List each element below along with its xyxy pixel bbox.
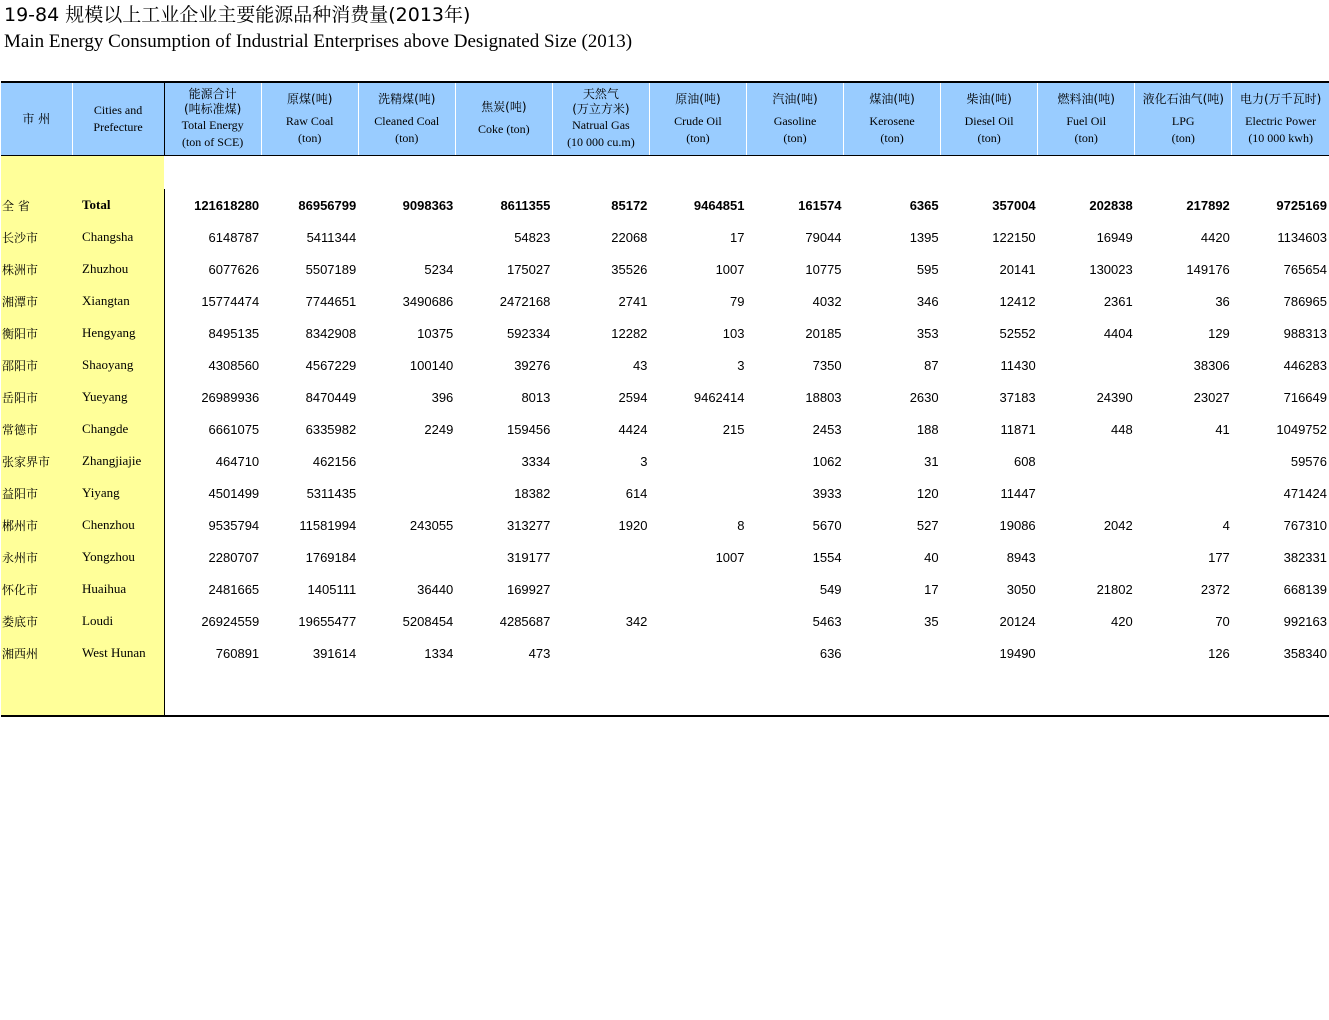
value-cell: 668139 xyxy=(1283,581,1327,597)
value-cell: 38306 xyxy=(1193,357,1230,373)
value-cell: 122150 xyxy=(992,229,1036,245)
value-cell: 767310 xyxy=(1283,517,1327,533)
value-cell: 22068 xyxy=(611,229,648,245)
value-cell xyxy=(649,573,746,605)
city-name-en: Xiangtan xyxy=(72,285,164,317)
value-cell: 2481665 xyxy=(208,581,260,597)
city-name-en: Chenzhou xyxy=(72,509,164,541)
value-cell: 8470449 xyxy=(305,389,357,405)
value-cell: 527 xyxy=(916,517,939,533)
value-cell: 177 xyxy=(1208,549,1230,565)
value-cell: 54823 xyxy=(514,229,551,245)
value-cell: 462156 xyxy=(312,453,357,469)
value-cell xyxy=(844,637,941,669)
header-col xyxy=(455,82,552,156)
value-cell: 100140 xyxy=(409,357,454,373)
header-en1: Natrual Gas xyxy=(572,118,630,132)
value-cell: 992163 xyxy=(1283,613,1327,629)
value-cell: 20141 xyxy=(999,261,1036,277)
city-name-en: Yongzhou xyxy=(72,541,164,573)
value-cell: 614 xyxy=(625,485,648,501)
city-name-cn: 郴州市 xyxy=(1,509,72,541)
value-cell xyxy=(1135,477,1232,509)
value-cell: 159456 xyxy=(506,421,551,437)
city-name-cn: 长沙市 xyxy=(1,221,72,253)
value-cell: 8611355 xyxy=(500,197,551,213)
value-cell: 3490686 xyxy=(402,293,454,309)
value-cell: 786965 xyxy=(1283,293,1327,309)
value-cell: 52552 xyxy=(999,325,1036,341)
header-col xyxy=(261,82,358,156)
value-cell: 420 xyxy=(1111,613,1133,629)
value-cell xyxy=(358,477,455,509)
value-cell: 1007 xyxy=(715,549,745,565)
value-cell: 19655477 xyxy=(298,613,357,629)
header-en2: (ton) xyxy=(977,130,1001,145)
value-cell: 319177 xyxy=(506,549,551,565)
value-cell: 10375 xyxy=(417,325,454,341)
value-cell: 760891 xyxy=(215,645,260,661)
value-cell: 5463 xyxy=(812,613,842,629)
value-cell: 2472168 xyxy=(499,293,551,309)
value-cell: 11447 xyxy=(1000,485,1036,501)
table-title-chinese: 19-84 规模以上工业企业主要能源品种消费量(2013年) xyxy=(4,4,471,26)
value-cell: 11581994 xyxy=(299,517,357,533)
value-cell xyxy=(649,605,746,637)
city-name-cn: 岳阳市 xyxy=(1,381,72,413)
table-row xyxy=(1,573,1329,605)
city-name-cn: 湘潭市 xyxy=(1,285,72,317)
header-col xyxy=(358,82,455,156)
value-cell: 7350 xyxy=(812,357,842,373)
value-cell: 2042 xyxy=(1103,517,1133,533)
value-cell: 592334 xyxy=(506,325,551,341)
city-name-en: Yueyang xyxy=(72,381,164,413)
value-cell: 3050 xyxy=(1006,581,1036,597)
city-name-cn: 益阳市 xyxy=(1,477,72,509)
value-cell: 6365 xyxy=(909,197,939,213)
header-en1: Kerosene xyxy=(869,113,915,128)
value-cell: 2372 xyxy=(1200,581,1230,597)
city-name-en: Changde xyxy=(72,413,164,445)
value-cell xyxy=(358,541,455,573)
value-cell: 4501499 xyxy=(208,485,260,501)
value-cell: 636 xyxy=(819,645,842,661)
value-cell: 23027 xyxy=(1193,389,1230,405)
city-name-en: Yiyang xyxy=(72,477,164,509)
value-cell: 31 xyxy=(924,453,939,469)
value-cell: 988313 xyxy=(1283,325,1327,341)
value-cell: 5507189 xyxy=(305,261,357,277)
value-cell: 17 xyxy=(730,229,745,245)
value-cell: 9462414 xyxy=(693,389,745,405)
header-en2: (ton) xyxy=(1074,130,1098,145)
value-cell: 86956799 xyxy=(298,197,357,213)
header-en2: (ton) xyxy=(395,130,419,145)
header-cn1: 液化石油气(吨) xyxy=(1142,91,1224,106)
header-en2: (ton) xyxy=(1171,130,1195,145)
value-cell: 2741 xyxy=(618,293,648,309)
value-cell: 10775 xyxy=(805,261,842,277)
city-name-cn: 永州市 xyxy=(1,541,72,573)
spacer-cell xyxy=(164,156,1329,190)
header-en1: Crude Oil xyxy=(674,113,722,128)
value-cell: 1007 xyxy=(715,261,745,277)
city-name-en: Loudi xyxy=(72,605,164,637)
table-row xyxy=(1,381,1329,413)
value-cell: 4424 xyxy=(618,421,648,437)
header-cn1: 能源合计 xyxy=(188,87,237,101)
city-name-en: Changsha xyxy=(72,221,164,253)
value-cell: 175027 xyxy=(506,261,551,277)
value-cell: 2630 xyxy=(909,389,939,405)
value-cell: 217892 xyxy=(1186,197,1230,213)
value-cell: 9464851 xyxy=(693,197,745,213)
value-cell: 41 xyxy=(1215,421,1230,437)
value-cell: 129 xyxy=(1208,325,1230,341)
value-cell: 2361 xyxy=(1103,293,1133,309)
value-cell: 35526 xyxy=(611,261,648,277)
value-cell: 4032 xyxy=(812,293,842,309)
value-cell xyxy=(1038,541,1135,573)
header-en1: Diesel Oil xyxy=(964,113,1014,128)
table-row xyxy=(1,285,1329,317)
header-cn1: 汽油(吨) xyxy=(772,91,818,106)
header-en1: Cleaned Coal xyxy=(374,113,440,128)
value-cell: 346 xyxy=(916,293,939,309)
value-cell xyxy=(552,573,649,605)
value-cell: 1395 xyxy=(909,229,939,245)
value-cell: 357004 xyxy=(992,197,1036,213)
header-city-en xyxy=(72,82,164,156)
value-cell: 3 xyxy=(737,357,745,373)
value-cell: 17 xyxy=(924,581,939,597)
value-cell: 1049752 xyxy=(1276,421,1327,437)
end-spacer-row xyxy=(1,669,1329,716)
header-col xyxy=(1232,82,1329,156)
value-cell: 353 xyxy=(916,325,939,341)
value-cell: 12412 xyxy=(999,293,1036,309)
value-cell: 5234 xyxy=(424,261,454,277)
energy-consumption-table xyxy=(1,81,1329,717)
table-row xyxy=(1,349,1329,381)
value-cell: 5311435 xyxy=(306,485,357,501)
value-cell: 3 xyxy=(640,453,648,469)
city-name-en: Zhangjiajie xyxy=(72,445,164,477)
value-cell: 40 xyxy=(924,549,939,565)
header-col xyxy=(746,82,843,156)
value-cell: 37183 xyxy=(999,389,1036,405)
city-name-cn: 常德市 xyxy=(1,413,72,445)
header-en2: (10 000 kwh) xyxy=(1248,130,1313,145)
value-cell: 6335982 xyxy=(305,421,357,437)
value-cell: 59576 xyxy=(1290,453,1327,469)
value-cell: 35 xyxy=(924,613,939,629)
value-cell: 19490 xyxy=(999,645,1036,661)
header-city-cn-label: 市 州 xyxy=(22,111,51,126)
value-cell: 8943 xyxy=(1006,549,1036,565)
value-cell: 8495135 xyxy=(208,325,260,341)
header-en2: (ton of SCE) xyxy=(181,135,244,149)
value-cell: 120 xyxy=(916,485,939,501)
value-cell: 103 xyxy=(722,325,745,341)
city-name-en: Shaoyang xyxy=(72,349,164,381)
city-name-cn: 邵阳市 xyxy=(1,349,72,381)
header-cn1: 电力(万千瓦时) xyxy=(1239,91,1322,106)
spacer-row xyxy=(1,156,1329,190)
header-en2: (ton) xyxy=(298,130,322,145)
value-cell: 11430 xyxy=(1000,357,1036,373)
header-cn2: (吨标准煤) xyxy=(183,102,242,116)
value-cell: 215 xyxy=(722,421,745,437)
value-cell: 1920 xyxy=(618,517,648,533)
value-cell: 765654 xyxy=(1283,261,1327,277)
value-cell: 549 xyxy=(819,581,842,597)
value-cell: 8013 xyxy=(521,389,551,405)
table-body xyxy=(1,156,1329,717)
table-row xyxy=(1,317,1329,349)
value-cell: 1334 xyxy=(424,645,454,661)
value-cell: 4285687 xyxy=(499,613,551,629)
value-cell: 396 xyxy=(431,389,454,405)
city-name-cn: 怀化市 xyxy=(1,573,72,605)
value-cell xyxy=(552,541,649,573)
value-cell: 473 xyxy=(528,645,551,661)
table-row xyxy=(1,637,1329,669)
value-cell: 4567229 xyxy=(305,357,357,373)
table-row xyxy=(1,605,1329,637)
header-en1: Total Energy xyxy=(181,118,244,132)
city-name-en: West Hunan xyxy=(72,637,164,669)
value-cell: 85172 xyxy=(611,197,648,213)
spacer-cell xyxy=(1,669,164,716)
value-cell: 446283 xyxy=(1283,357,1327,373)
value-cell: 16949 xyxy=(1096,229,1133,245)
value-cell: 126 xyxy=(1208,645,1230,661)
table-row xyxy=(1,221,1329,253)
value-cell: 8342908 xyxy=(305,325,357,341)
header-col xyxy=(1135,82,1232,156)
value-cell xyxy=(358,445,455,477)
value-cell: 19086 xyxy=(999,517,1036,533)
value-cell: 79 xyxy=(730,293,745,309)
header-cn1: 燃料油(吨) xyxy=(1057,91,1115,106)
header-col xyxy=(649,82,746,156)
value-cell: 18382 xyxy=(514,485,551,501)
value-cell: 8 xyxy=(737,517,745,533)
header-cn1: 原煤(吨) xyxy=(287,91,333,106)
header-en1: Coke (ton) xyxy=(478,122,530,136)
value-cell: 12282 xyxy=(611,325,648,341)
value-cell: 20185 xyxy=(805,325,842,341)
value-cell: 313277 xyxy=(506,517,551,533)
value-cell: 1769184 xyxy=(305,549,357,565)
total-row xyxy=(1,189,1329,221)
header-en1: Raw Coal xyxy=(285,113,334,128)
value-cell: 26924559 xyxy=(201,613,260,629)
value-cell: 24390 xyxy=(1096,389,1133,405)
table-row xyxy=(1,413,1329,445)
header-city-cn xyxy=(1,82,72,156)
value-cell: 15774474 xyxy=(201,293,260,309)
value-cell xyxy=(552,637,649,669)
value-cell: 716649 xyxy=(1283,389,1327,405)
header-en2: (ton) xyxy=(686,130,710,145)
value-cell: 2249 xyxy=(424,421,454,437)
city-name-en: Zhuzhou xyxy=(72,253,164,285)
value-cell: 202838 xyxy=(1089,197,1133,213)
city-name-cn: 湘西州 xyxy=(1,637,72,669)
header-city-en-line2: Prefecture xyxy=(93,120,143,134)
value-cell: 79044 xyxy=(805,229,842,245)
header-cn1: 原油(吨) xyxy=(675,91,721,106)
value-cell: 11871 xyxy=(1000,421,1036,437)
table-row xyxy=(1,253,1329,285)
value-cell xyxy=(1038,445,1135,477)
value-cell: 169927 xyxy=(506,581,551,597)
value-cell: 595 xyxy=(916,261,939,277)
value-cell: 188 xyxy=(916,421,939,437)
header-en1: Fuel Oil xyxy=(1066,113,1107,128)
value-cell: 9725169 xyxy=(1276,197,1327,213)
header-en2: (ton) xyxy=(783,130,807,145)
value-cell: 243055 xyxy=(409,517,454,533)
value-cell: 121618280 xyxy=(194,197,260,213)
value-cell: 2280707 xyxy=(208,549,260,565)
value-cell xyxy=(649,445,746,477)
value-cell: 149176 xyxy=(1186,261,1230,277)
value-cell: 1134603 xyxy=(1277,229,1327,245)
table-row xyxy=(1,541,1329,573)
value-cell: 2594 xyxy=(618,389,648,405)
city-name-en: Total xyxy=(72,189,164,221)
value-cell: 1405111 xyxy=(307,581,357,597)
value-cell: 382331 xyxy=(1283,549,1327,565)
value-cell: 6077626 xyxy=(208,261,260,277)
header-col xyxy=(1038,82,1135,156)
value-cell: 358340 xyxy=(1283,645,1327,661)
header-cn1: 柴油(吨) xyxy=(966,91,1012,106)
value-cell xyxy=(649,477,746,509)
value-cell: 9535794 xyxy=(208,517,260,533)
header-col xyxy=(164,82,261,156)
value-cell xyxy=(1038,349,1135,381)
header-cn1: 天然气 xyxy=(582,87,619,101)
header-en1: LPG xyxy=(1171,113,1195,128)
value-cell: 5208454 xyxy=(402,613,454,629)
value-cell: 87 xyxy=(924,357,939,373)
header-en1: Gasoline xyxy=(773,113,817,128)
header-col xyxy=(941,82,1038,156)
table-row xyxy=(1,445,1329,477)
value-cell: 4404 xyxy=(1103,325,1133,341)
header-col xyxy=(552,82,649,156)
header-en2: (10 000 cu.m) xyxy=(567,135,635,149)
city-name-cn: 娄底市 xyxy=(1,605,72,637)
header-cn1: 洗精煤(吨) xyxy=(378,91,436,106)
city-name-cn: 全 省 xyxy=(1,189,72,221)
value-cell: 9098363 xyxy=(402,197,454,213)
header-en1: Electric Power xyxy=(1245,113,1317,128)
value-cell: 130023 xyxy=(1089,261,1133,277)
value-cell: 26989936 xyxy=(201,389,260,405)
table-row xyxy=(1,509,1329,541)
value-cell: 6148787 xyxy=(208,229,260,245)
value-cell xyxy=(1038,637,1135,669)
value-cell: 471424 xyxy=(1283,485,1327,501)
header-city-en-line1: Cities and xyxy=(93,103,143,117)
value-cell: 18803 xyxy=(805,389,842,405)
value-cell: 4 xyxy=(1222,517,1230,533)
value-cell: 21802 xyxy=(1096,581,1133,597)
city-name-en: Huaihua xyxy=(72,573,164,605)
value-cell: 2453 xyxy=(812,421,842,437)
value-cell: 342 xyxy=(625,613,648,629)
value-cell: 36440 xyxy=(417,581,454,597)
value-cell: 1062 xyxy=(812,453,842,469)
value-cell: 7744651 xyxy=(305,293,357,309)
value-cell xyxy=(1038,477,1135,509)
value-cell: 70 xyxy=(1215,613,1230,629)
value-cell: 3334 xyxy=(521,453,551,469)
value-cell: 36 xyxy=(1215,293,1230,309)
value-cell: 161574 xyxy=(798,197,842,213)
value-cell: 4308560 xyxy=(208,357,260,373)
value-cell: 4420 xyxy=(1200,229,1230,245)
city-name-cn: 株洲市 xyxy=(1,253,72,285)
value-cell: 3933 xyxy=(812,485,842,501)
value-cell: 43 xyxy=(632,357,648,373)
spacer-cell xyxy=(164,669,1329,716)
value-cell: 1554 xyxy=(812,549,842,565)
value-cell: 20124 xyxy=(999,613,1036,629)
value-cell: 608 xyxy=(1013,453,1036,469)
value-cell: 448 xyxy=(1111,421,1133,437)
value-cell xyxy=(358,221,455,253)
city-name-cn: 衡阳市 xyxy=(1,317,72,349)
value-cell: 39276 xyxy=(514,357,551,373)
value-cell xyxy=(1135,445,1232,477)
value-cell: 6661075 xyxy=(208,421,260,437)
header-col xyxy=(844,82,941,156)
header-cn2: (万立方米) xyxy=(572,102,630,116)
header-cn1: 煤油(吨) xyxy=(869,91,915,106)
value-cell: 391614 xyxy=(312,645,357,661)
value-cell xyxy=(649,637,746,669)
spacer-cell xyxy=(1,156,164,190)
header-cn1: 焦炭(吨) xyxy=(481,100,527,114)
header-row xyxy=(1,82,1329,156)
table-row xyxy=(1,477,1329,509)
city-name-cn: 张家界市 xyxy=(1,445,72,477)
table-title-english: Main Energy Consumption of Industrial Enterprises above Designated Size (2013) xyxy=(4,31,633,52)
value-cell: 5670 xyxy=(812,517,842,533)
value-cell: 5411344 xyxy=(306,229,357,245)
city-name-en: Hengyang xyxy=(72,317,164,349)
header-en2: (ton) xyxy=(880,130,904,145)
value-cell: 464710 xyxy=(215,453,260,469)
